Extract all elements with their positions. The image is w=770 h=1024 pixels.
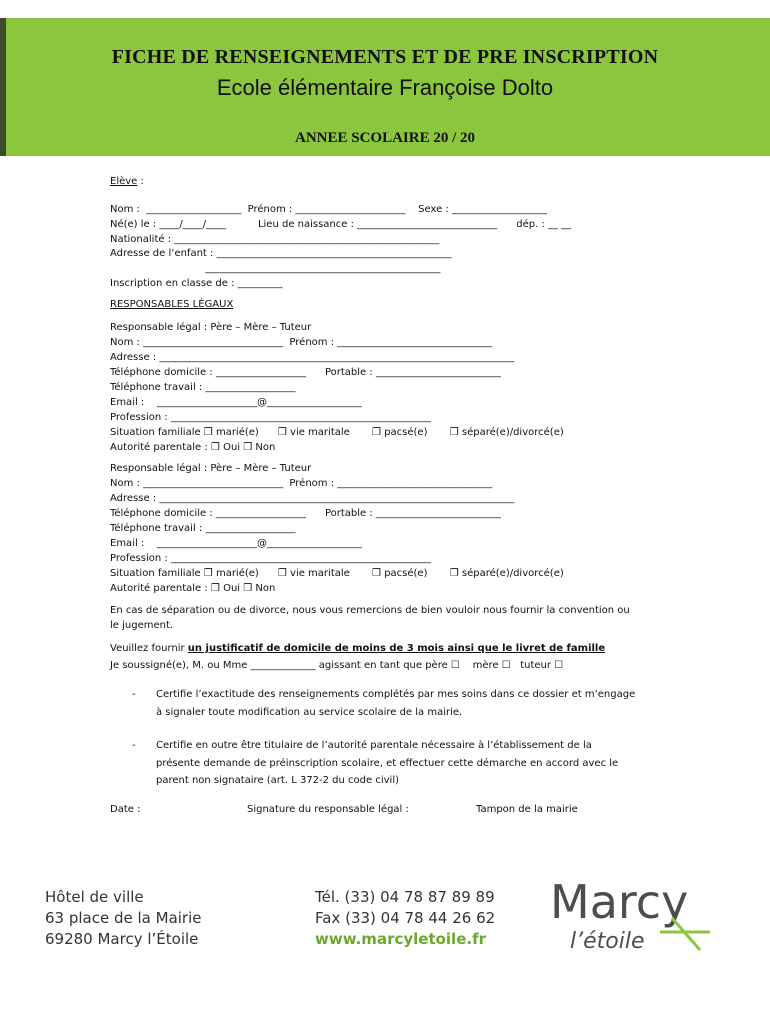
eleve-line-naissance: Né(e) le : ____/____/____ Lieu de naissance : ____________________________ dép. : __ __ [110,219,572,230]
eleve-heading [110,175,144,189]
fournir-note [110,642,605,656]
resp2-situation: Situation familiale ❒ marié(e) ❒ vie maritale ❒ pacsé(e) ❒ séparé(e)/divorcé(e) [110,568,564,579]
resp2-telephone: Téléphone domicile : __________________ Portable : _________________________ [110,508,501,519]
form-title: FICHE DE RENSEIGNEMENTS ET DE PRE INSCRIPTION [111,46,659,68]
eleve-heading-suffix: : [137,176,144,187]
certif1-line2: à signaler toute modification au service scolaire de la mairie. [156,707,463,718]
footer-fax: Fax (33) 04 78 44 26 62 [315,909,496,927]
certif2-dash: - [132,740,136,751]
marcy-logo [548,868,718,958]
resp1-nom: Nom : ____________________________ Prénom : _______________________________ [110,337,493,348]
footer-address-1: Hôtel de ville [45,888,144,906]
resp1-telephone: Téléphone domicile : __________________ Portable : _________________________ [110,367,501,378]
resp2-travail: Téléphone travail : __________________ [110,523,296,534]
resp1-profession: Profession : ____________________________________________________ [110,412,431,423]
resp2-adresse: Adresse : _______________________________________________________________________ [110,493,515,504]
eleve-line-classe: Inscription en classe de : _________ [110,278,283,289]
school-year: ANNEE SCOLAIRE 20 / 20 [294,130,476,146]
responsables-heading: RESPONSABLES LÉGAUX [110,299,234,310]
eleve-line-adresse: Adresse de l’enfant : _______________________________________________ [110,248,452,259]
certif1-line1: Certifie l’exactitude des renseignements complétés par mes soins dans ce dossier et m’engage [156,689,636,700]
footer-address-2: 63 place de la Mairie [45,909,202,927]
fournir-prefix: Veuillez fournir [110,643,188,654]
resp1-travail: Téléphone travail : __________________ [110,382,296,393]
resp2-title: Responsable légal : Père – Mère – Tuteur [110,463,312,474]
signature-label: Signature du responsable légal : [247,804,409,815]
separation-note-line1: En cas de séparation ou de divorce, nous vous remercions de bien vouloir nous fournir la convention ou [110,605,630,616]
logo-word-etoile: l’étoile [570,929,645,954]
soussigne-line: Je soussigné(e), M. ou Mme _____________ agissant en tant que père ☐ mère ☐ tuteur ☐ [110,660,564,671]
eleve-line-adresse-2: _______________________________________________ [110,263,441,274]
date-label: Date : [110,804,141,815]
certif2-line3: parent non signataire (art. L 372-2 du code civil) [156,775,399,786]
footer-tel: Tél. (33) 04 78 87 89 89 [315,888,495,906]
fournir-documents: un justificatif de domicile de moins de 3 mois ainsi que le livret de famille [187,643,606,654]
resp2-nom: Nom : ____________________________ Prénom : _______________________________ [110,478,493,489]
separation-note-line2: le jugement. [110,620,174,631]
resp1-autorite: Autorité parentale : ❒ Oui ❒ Non [110,442,276,453]
eleve-heading-label: Elève [110,176,138,187]
logo-word-marcy: Marcy [550,875,689,929]
resp2-email: Email : ____________________@___________________ [110,538,363,549]
marcy-logo-graphic [548,868,718,958]
footer-website-link[interactable]: www.marcyletoile.fr [315,930,486,948]
resp2-autorite: Autorité parentale : ❒ Oui ❒ Non [110,583,276,594]
eleve-line-nationalite: Nationalité : _____________________________________________________ [110,234,440,245]
eleve-line-nom: Nom : ___________________ Prénom : ______________________ Sexe : ___________________ [110,204,547,215]
resp1-title: Responsable légal : Père – Mère – Tuteur [110,322,312,333]
certif1-dash: - [132,689,136,700]
resp1-email: Email : ____________________@___________________ [110,397,363,408]
certif2-line2: présente demande de préinscription scolaire, et effectuer cette démarche en accord avec le [156,758,619,769]
resp1-adresse: Adresse : _______________________________________________________________________ [110,352,515,363]
tampon-label: Tampon de la mairie [476,804,578,815]
footer-address-3: 69280 Marcy l’Étoile [45,930,199,948]
resp2-profession: Profession : ____________________________________________________ [110,553,431,564]
school-name: Ecole élémentaire Françoise Dolto [216,75,554,100]
certif2-line1: Certifie en outre être titulaire de l’autorité parentale nécessaire à l’établissement de la [156,740,592,751]
resp1-situation: Situation familiale ❒ marié(e) ❒ vie maritale ❒ pacsé(e) ❒ séparé(e)/divorcé(e) [110,427,564,438]
